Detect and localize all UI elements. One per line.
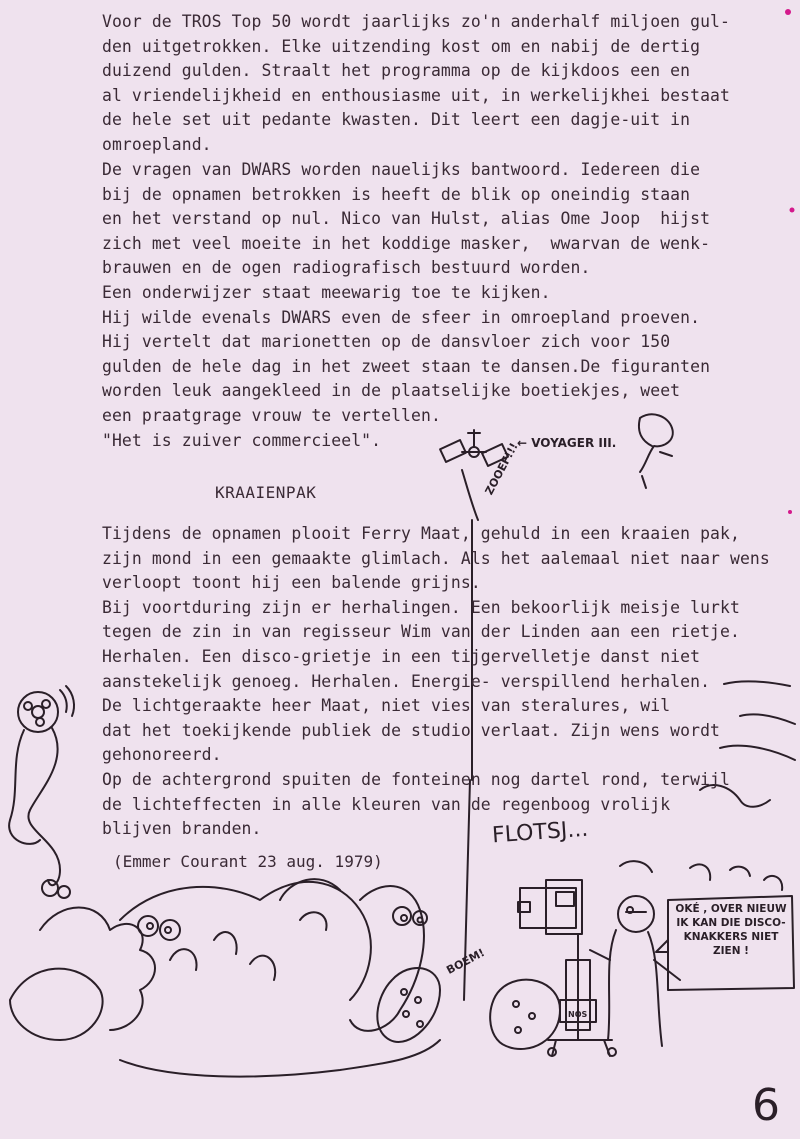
paragraph-kraaienpak: Tijdens de opnamen plooit Ferry Maat, gehuld in een kraaien pak, zijn mond in een gemaakte glimlach. Als het aalemaal niet naar wens verloopt toont hij een balende grijns. Bij voortduring zijn er herhalingen. Een bekoorlijk meisje lurkt tegen de zin in van regisseur Wim van der Linden aan een rietje. Herhalen. Een disco-grietje in een tijgervelletje danst niet aanstekelijk genoeg. Herhalen. Energie- verspillend herhalen. De lichtgeraakte heer Maat, niet vies van steralures, wil dat het toekijkende publiek de studio verlaat. Zijn wens wordt gehonoreerd. Op de achtergrond spuiten de fonteinen nog dartel rond, terwijl de lichteffecten in alle kleuren van de regenboog vrolijk blijven branden. [102, 524, 770, 839]
voyager-label: ← VOYAGER III. [517, 436, 617, 450]
section-heading: KRAAIENPAK [215, 483, 317, 502]
film-reel-icon [9, 686, 74, 885]
zoef-label: ZOOEF!!! [482, 440, 521, 497]
source-citation: (Emmer Courant 23 aug. 1979) [113, 852, 383, 871]
page-number: 6 [752, 1080, 780, 1131]
cameraman-figure [590, 896, 680, 1046]
camera-badge: NOS [568, 1010, 588, 1019]
paragraph-interviews: De vragen van DWARS worden nauelijks bantwoord. Iedereen die bij de opnamen betrokken is heeft de blik op oneindig staan en het verstand op nul. Nico van Hulst, alias Ome Joop hijst zich met veel moeite in het koddige masker, wwarvan de wenk- brauwen en de ogen radiografisch bestuurd worden. Een onderwijzer staat meewarig toe te kijken. Hij wilde evenals DWARS even de sfeer in omroepland proeven. Hij vertelt dat marionetten op de dansvloer zich voor 150 gulden de hele dag in het zweet staan te dansen.De figuranten worden leuk aangekleed in de plaatselijke boetiekjes, weet een praatgrage vrouw te vertellen. "Het is zuiver commercieel". [102, 160, 711, 450]
ink-specks [785, 9, 795, 514]
flotsj-label: FLOTSJ... [491, 816, 590, 849]
crowd-figures [10, 879, 440, 1076]
paragraph-intro: Voor de TROS Top 50 wordt jaarlijks zo'n anderhalf miljoen gul- den uitgetrokken. Elke uitzending kost om en nabij de dertig duizend gulden. Straalt het programma op de kijkdoos een en al vriendelijkheid en enthousiasme uit, in werkelijkhei bestaat de hele set uit pedante kwasten. Dit leert een dagje-uit in omroepland. [102, 12, 730, 154]
speech-bubble-text: OKÉ , OVER NIEUW IK KAN DIE DISCO- KNAKKERS NIET ZIEN ! [675, 903, 787, 957]
tv-camera-icon [518, 880, 616, 1056]
boem-label: BOEM! [444, 946, 487, 977]
dotted-shapes [377, 968, 560, 1049]
